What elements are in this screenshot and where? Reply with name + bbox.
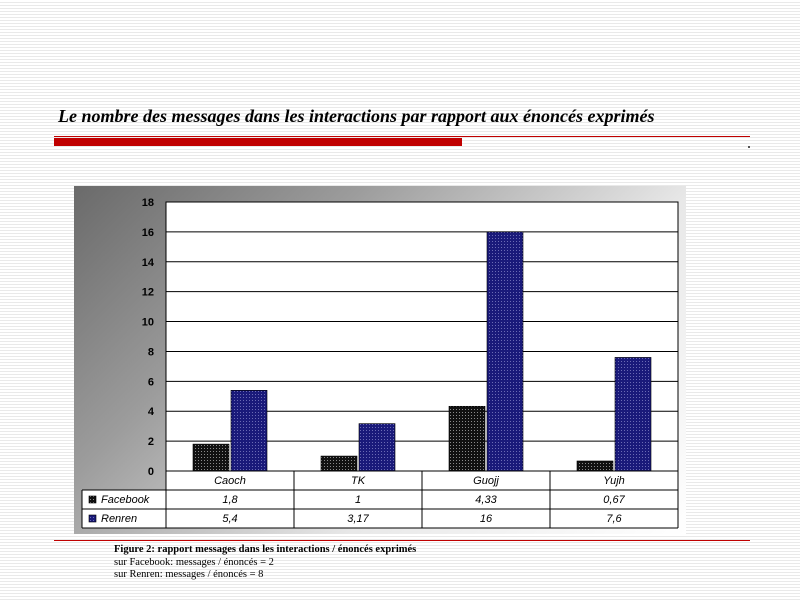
y-tick-label: 14 bbox=[141, 256, 154, 269]
data-label: 1 bbox=[354, 494, 362, 506]
y-tick-label: 8 bbox=[147, 346, 154, 359]
caption-line-facebook: sur Facebook: messages / énoncés = 2 bbox=[114, 556, 274, 568]
bar-facebook-yujh bbox=[577, 461, 613, 471]
figure-caption bbox=[114, 544, 416, 582]
y-tick-label: 10 bbox=[141, 316, 154, 329]
category-label: Guojj bbox=[473, 475, 499, 487]
category-label: TK bbox=[350, 475, 366, 487]
caption-title: Figure 2: rapport messages dans les interactions / énoncés exprimés bbox=[114, 544, 417, 555]
legend-swatch-renren bbox=[89, 515, 96, 522]
caption-line-renren: sur Renren: messages / énoncés = 8 bbox=[114, 569, 264, 580]
data-label: 0,67 bbox=[603, 494, 625, 506]
data-label: 4,33 bbox=[475, 494, 497, 506]
bar-facebook-tk bbox=[321, 456, 357, 471]
bar-renren-caoch bbox=[231, 390, 267, 471]
data-label: 1,8 bbox=[222, 494, 238, 506]
y-tick-label: 18 bbox=[141, 197, 154, 209]
bar-facebook-caoch bbox=[193, 444, 229, 471]
title-rule-thin bbox=[54, 136, 750, 137]
y-tick-label: 0 bbox=[147, 466, 154, 478]
title-rule-thick bbox=[54, 138, 462, 146]
decorative-dot bbox=[748, 146, 750, 148]
y-tick-label: 6 bbox=[147, 376, 154, 389]
legend-swatch-facebook bbox=[89, 496, 96, 503]
chart-panel bbox=[74, 186, 686, 534]
legend-label-facebook: Facebook bbox=[101, 494, 150, 506]
bottom-rule bbox=[54, 540, 750, 541]
legend-label-renren: Renren bbox=[101, 513, 138, 525]
data-label: 16 bbox=[479, 513, 493, 525]
slide-title: Le nombre des messages dans les interactions par rapport aux énoncés exprimés bbox=[58, 106, 655, 126]
bar-renren-yujh bbox=[615, 357, 651, 471]
bar-renren-guojj bbox=[487, 232, 523, 471]
data-label: 5,4 bbox=[222, 513, 238, 525]
bar-renren-tk bbox=[359, 424, 395, 471]
category-label: Caoch bbox=[214, 475, 246, 487]
bar-chart bbox=[74, 186, 686, 534]
y-tick-label: 4 bbox=[147, 406, 154, 419]
data-label: 7,6 bbox=[606, 513, 622, 525]
y-tick-label: 12 bbox=[141, 286, 154, 299]
bar-facebook-guojj bbox=[449, 406, 485, 471]
category-label: Yujh bbox=[603, 475, 625, 487]
data-label: 3,17 bbox=[347, 513, 369, 525]
y-tick-label: 16 bbox=[141, 226, 154, 239]
y-tick-label: 2 bbox=[147, 436, 154, 449]
